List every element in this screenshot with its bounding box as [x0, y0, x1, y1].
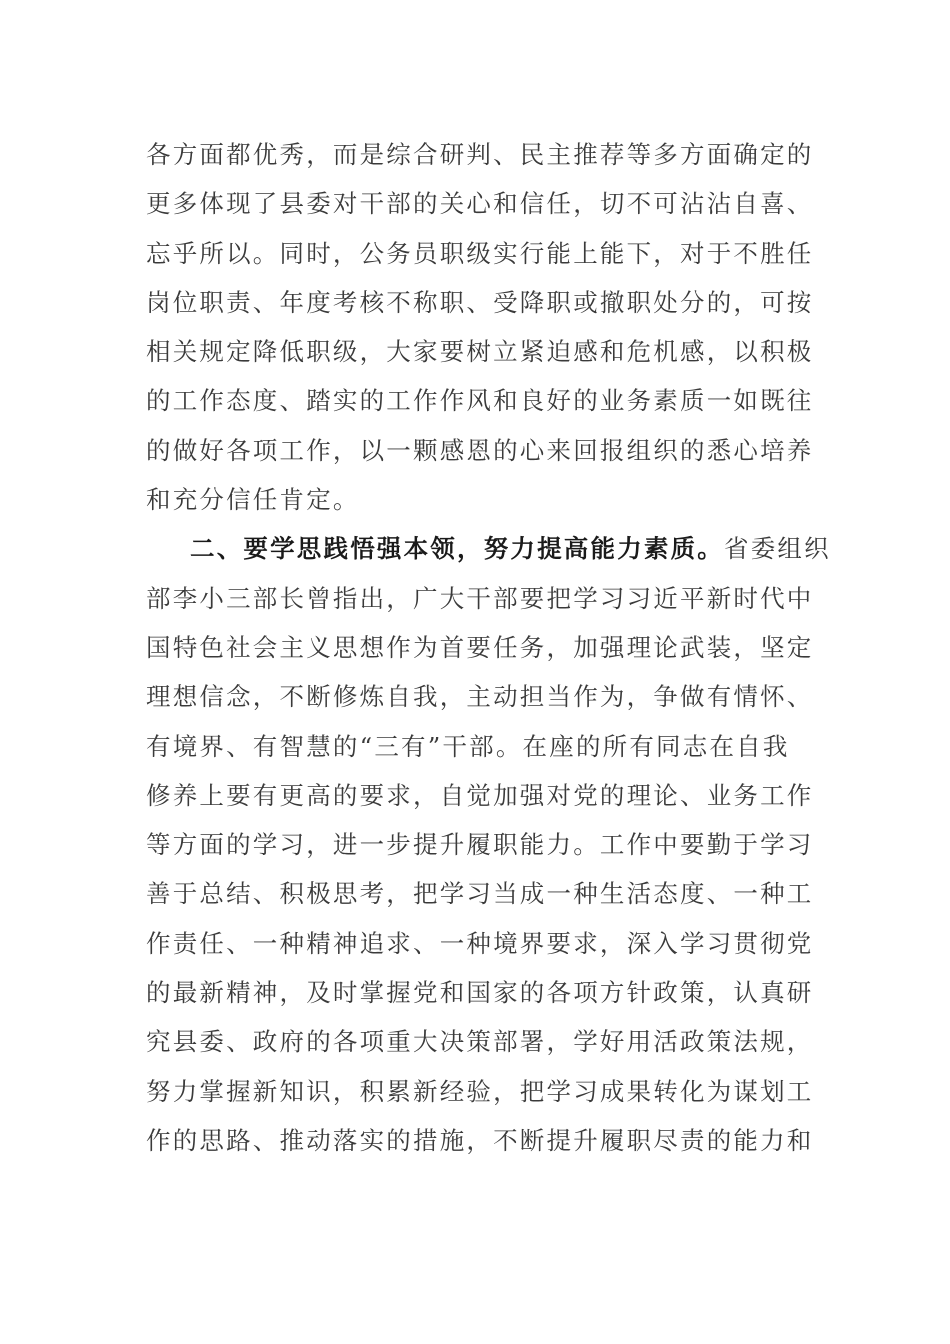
text-line: 更多体现了县委对干部的关心和信任，切不可沾沾自喜、 — [146, 189, 814, 219]
document-body — [146, 130, 831, 1165]
text-line: 国特色社会主义思想作为首要任务，加强理论武装，坚定 — [146, 632, 814, 662]
text-line: 的工作态度、踏实的工作作风和良好的业务素质一如既往 — [146, 386, 814, 416]
text-line: 有境界、有智慧的“三有”干部。在座的所有同志在自我 — [146, 731, 790, 761]
text-line: 修养上要有更高的要求，自觉加强对党的理论、业务工作 — [146, 780, 814, 810]
text-line: 的最新精神，及时掌握党和国家的各项方针政策，认真研 — [146, 978, 814, 1008]
section-heading: 二、要学思践悟强本领，努力提高能力素质。 — [190, 534, 724, 564]
text-line: 忘乎所以。同时，公务员职级实行能上能下，对于不胜任 — [146, 238, 814, 268]
text-line: 理想信念，不断修炼自我，主动担当作为，争做有情怀、 — [146, 682, 814, 712]
text-line: 的做好各项工作，以一颗感恩的心来回报组织的悉心培养 — [146, 435, 814, 465]
text-line: 等方面的学习，进一步提升履职能力。工作中要勤于学习 — [146, 830, 814, 860]
text-line: 岗位职责、年度考核不称职、受降职或撤职处分的，可按 — [146, 287, 814, 317]
text-line: 各方面都优秀，而是综合研判、民主推荐等多方面确定的 — [146, 140, 814, 169]
section-heading-line — [146, 524, 831, 573]
text-line: 部李小三部长曾指出，广大干部要把学习习近平新时代中 — [146, 583, 814, 613]
paragraph-1 — [146, 130, 816, 524]
text-line: 善于总结、积极思考，把学习当成一种生活态度、一种工 — [146, 879, 814, 909]
text-line: 究县委、政府的各项重大决策部署，学好用活政策法规， — [146, 1027, 814, 1057]
heading-line-rest: 省委组织 — [724, 534, 831, 564]
text-line: 努力掌握新知识，积累新经验，把学习成果转化为谋划工 — [146, 1076, 814, 1106]
paragraph-2 — [146, 524, 831, 1165]
text-line: 相关规定降低职级，大家要树立紧迫感和危机感，以积极 — [146, 337, 814, 367]
text-line: 作的思路、推动落实的措施，不断提升履职尽责的能力和 — [146, 1125, 814, 1155]
text-line: 和充分信任肯定。 — [146, 485, 360, 515]
text-line: 作责任、一种精神追求、一种境界要求，深入学习贯彻党 — [146, 928, 814, 958]
